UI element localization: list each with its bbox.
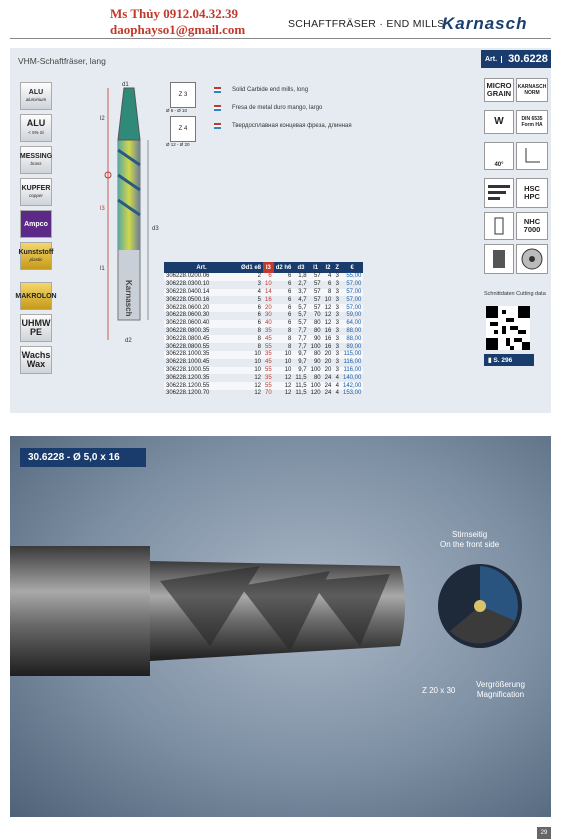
table-row	[164, 281, 363, 289]
table-row	[164, 374, 363, 382]
table-cell: 306228.1200.70	[166, 390, 210, 397]
table-cell: 12	[254, 374, 262, 381]
table-cell: 4	[327, 273, 332, 280]
table-cell: 306228.1200.55	[166, 382, 210, 389]
table-cell: 24	[324, 374, 332, 381]
table-cell: 3	[257, 281, 262, 288]
cutting-data-page-link[interactable]	[484, 354, 534, 366]
col-l3: l3	[263, 262, 274, 273]
table-row	[164, 273, 363, 281]
table-cell: 6	[288, 288, 292, 295]
table-cell: 55	[265, 343, 272, 350]
table-cell: 3	[335, 351, 339, 358]
l2-mark: l2	[100, 116, 105, 122]
desc-ru: Твердосплавная концевая фреза, длинная	[232, 123, 352, 129]
table-cell: 59,00	[346, 312, 362, 319]
table-cell: 6	[257, 320, 262, 327]
table-row	[164, 312, 363, 320]
table-cell: 5,7	[298, 320, 307, 327]
table-cell: 6	[257, 312, 262, 319]
zoom-label: Z 20 x 30	[422, 686, 456, 695]
hsc-hpc-badge: HSC HPC	[516, 178, 548, 208]
table-cell: 57,00	[346, 281, 362, 288]
table-cell: 120	[310, 390, 321, 397]
table-cell: 12	[284, 382, 292, 389]
table-cell: 8	[288, 335, 292, 342]
material-ampco: Ampco	[20, 210, 52, 238]
material-kupfer: KUPFER copper	[20, 178, 52, 206]
col-d3: d3	[293, 262, 308, 273]
table-cell: 3	[335, 320, 339, 327]
table-cell: 40	[265, 320, 272, 327]
table-cell: 11,5	[295, 374, 307, 381]
table-cell: 3	[335, 359, 339, 366]
table-cell: 55	[265, 382, 272, 389]
table-cell: 30	[265, 312, 272, 319]
material-makrolon: MAKROLON	[20, 282, 52, 310]
table-cell: 10	[265, 281, 272, 288]
z4-range: Ø 12 - Ø 20	[166, 142, 190, 147]
table-cell: 6	[288, 320, 292, 327]
table-cell: 12	[254, 390, 262, 397]
table-cell: 35	[265, 327, 272, 334]
table-cell: 12	[324, 304, 332, 311]
table-cell: 100	[310, 382, 321, 389]
table-cell: 3	[335, 304, 339, 311]
table-cell: 70	[265, 390, 272, 397]
table-cell: 24	[324, 390, 332, 397]
front-face-photo	[435, 561, 525, 651]
table-cell: 5,7	[298, 304, 307, 311]
table-cell: 80	[313, 327, 321, 334]
table-cell: 64,00	[346, 320, 362, 327]
table-cell: 88,00	[346, 335, 362, 342]
table-cell: 306228.0200.06	[166, 273, 210, 280]
table-cell: 16	[324, 343, 332, 350]
table-cell: 3	[335, 335, 339, 342]
table-cell: 4,7	[298, 296, 307, 303]
material-alu-si: ALU < 5% Si	[20, 114, 52, 142]
table-cell: 3	[335, 288, 339, 295]
table-cell: 5	[257, 296, 262, 303]
table-cell: 2,7	[298, 281, 307, 288]
micro-grain-badge: MICRO GRAIN	[484, 78, 514, 102]
table-cell: 8	[327, 288, 332, 295]
col-z: Z	[333, 262, 341, 273]
table-cell: 3	[335, 273, 339, 280]
table-cell: 140,00	[342, 374, 362, 381]
l1-mark: l1	[100, 266, 105, 272]
table-cell: 153,00	[342, 390, 362, 397]
table-row	[164, 367, 363, 375]
table-cell: 6	[288, 312, 292, 319]
contact-info	[110, 6, 245, 38]
table-cell: 3	[335, 296, 339, 303]
material-uhmw-pe: UHMW PE	[20, 314, 52, 342]
col-art: Art.	[164, 262, 239, 273]
table-cell: 6	[288, 273, 292, 280]
flag-es-icon	[214, 105, 221, 111]
d3-mark: d3	[152, 226, 159, 232]
table-cell: 57,00	[346, 304, 362, 311]
material-messing: MESSING brass	[20, 146, 52, 174]
book-icon: ▮	[488, 357, 494, 364]
table-cell: 306228.0800.35	[166, 327, 210, 334]
table-cell: 12	[324, 312, 332, 319]
table-cell: 7,7	[298, 327, 307, 334]
table-cell: 12	[284, 374, 292, 381]
table-row	[164, 304, 363, 312]
table-row	[164, 382, 363, 390]
table-cell: 45	[265, 359, 272, 366]
table-cell: 3,7	[298, 288, 307, 295]
table-cell: 3	[335, 281, 339, 288]
col-l2: l2	[323, 262, 334, 273]
table-cell: 306228.0800.55	[166, 343, 210, 350]
nhc-badge: NHC 7000	[516, 212, 548, 240]
coolant-icon	[484, 212, 514, 240]
contact-name-phone: Ms Thủy 0912.04.32.39	[110, 6, 238, 21]
table-cell: 8	[257, 327, 262, 334]
contact-email[interactable]: daophayso1@gmail.com	[110, 22, 246, 37]
d2-mark: d2	[125, 338, 132, 344]
product-photo	[10, 436, 551, 817]
table-cell: 306228.0500.16	[166, 296, 210, 303]
table-cell: 10	[284, 359, 292, 366]
table-cell: 11,5	[295, 390, 307, 397]
table-cell: 57	[313, 304, 321, 311]
table-row	[164, 390, 363, 398]
product-subtitle: VHM-Schaftfräser, lang	[18, 56, 106, 66]
table-cell: 20	[324, 351, 332, 358]
table-cell: 306228.0600.40	[166, 320, 210, 327]
table-cell: 306228.1000.35	[166, 351, 210, 358]
table-cell: 12	[254, 382, 262, 389]
desc-en: Solid Carbide end mills, long	[232, 87, 309, 93]
table-cell: 8	[288, 327, 292, 334]
table-cell: 35	[265, 351, 272, 358]
brand-on-shank: Karnasch	[124, 280, 133, 317]
table-cell: 57	[313, 281, 321, 288]
brand-logo: Karnasch	[442, 14, 528, 33]
table-cell: 3	[335, 343, 339, 350]
table-cell: 20	[324, 359, 332, 366]
table-cell: 4	[257, 288, 262, 295]
tool-profile-icon	[484, 244, 514, 274]
desc-es: Fresa de metal duro mango, largo	[232, 105, 323, 111]
table-cell: 80	[313, 351, 321, 358]
table-cell: 20	[324, 366, 332, 373]
table-cell: 306228.0800.45	[166, 335, 210, 342]
table-cell: 306228.0300.10	[166, 281, 210, 288]
table-cell: 57	[313, 273, 321, 280]
table-cell: 6	[288, 304, 292, 311]
table-cell: 45	[265, 335, 272, 342]
table-cell: 16	[265, 296, 272, 303]
article-badge	[481, 50, 551, 68]
table-cell: 9,7	[298, 366, 307, 373]
table-row	[164, 296, 363, 304]
table-row	[164, 351, 363, 359]
material-kunststoff: Kunststoff plastic	[20, 242, 52, 270]
article-label: Art.	[481, 56, 502, 63]
table-cell: 115,00	[343, 351, 362, 358]
table-cell: 89,00	[346, 343, 362, 350]
table-cell: 10	[254, 351, 262, 358]
table-cell: 306228.1000.55	[166, 366, 210, 373]
material-alu: ALU aluminium	[20, 82, 52, 110]
table-cell: 6	[268, 273, 272, 280]
table-cell: 16	[324, 335, 332, 342]
table-row	[164, 289, 363, 297]
din-badge: DIN 6535 Form HA	[516, 110, 548, 134]
table-cell: 10	[284, 351, 292, 358]
table-cell: 57	[313, 296, 321, 303]
col-d1: Ød1 e8	[239, 262, 263, 273]
table-cell: 2	[257, 273, 262, 280]
table-cell: 57,00	[346, 288, 362, 295]
page-number: 29	[537, 827, 551, 839]
table-cell: 116,00	[343, 366, 362, 373]
table-cell: 7,7	[298, 343, 307, 350]
z3-flute-icon: Z 3	[170, 82, 196, 108]
material-wax: Wachs Wax	[20, 346, 52, 374]
corner-icon	[516, 142, 548, 170]
table-cell: 100	[310, 366, 321, 373]
spec-table	[164, 262, 363, 398]
table-cell: 306228.0600.20	[166, 304, 210, 311]
z4-flute-icon: Z 4	[170, 116, 196, 142]
table-row	[164, 335, 363, 343]
table-cell: 14	[265, 288, 272, 295]
photo-title: 30.6228 - Ø 5,0 x 16	[20, 448, 146, 467]
flag-en-icon	[214, 87, 221, 93]
table-cell: 306228.0600.30	[166, 312, 210, 319]
product-panel	[10, 48, 551, 413]
end-mill-photo	[10, 526, 440, 696]
table-cell: 90	[313, 359, 321, 366]
table-cell: 24	[324, 382, 332, 389]
table-cell: 80	[313, 320, 321, 327]
table-cell: 10	[254, 366, 262, 373]
square-corner-icon	[522, 146, 542, 166]
page-ref: S. 296	[493, 356, 513, 364]
table-cell: 6	[257, 304, 262, 311]
article-number: 30.6228	[508, 53, 548, 65]
table-cell: 55,00	[346, 273, 362, 280]
table-cell: 88,00	[346, 327, 362, 334]
table-cell: 10	[284, 366, 292, 373]
table-cell: 4	[335, 382, 339, 389]
table-cell: 4	[335, 390, 339, 397]
table-cell: 57	[313, 288, 321, 295]
cutting-data-label: Schnittdaten Cutting data	[484, 291, 546, 297]
cross-section-icon	[516, 244, 548, 274]
table-cell: 5,7	[298, 312, 307, 319]
table-cell: 116,00	[343, 359, 362, 366]
table-cell: 3	[335, 366, 339, 373]
table-cell: 306228.0400.14	[166, 288, 210, 295]
table-cell: 10	[324, 296, 332, 303]
table-cell: 3	[335, 327, 339, 334]
table-cell: 6	[327, 281, 332, 288]
helix-angle-icon: 40°	[484, 142, 514, 170]
table-row	[164, 359, 363, 367]
table-cell: 306228.1000.45	[166, 359, 210, 366]
table-cell: 7,7	[298, 335, 307, 342]
weldon-w-badge: W	[484, 110, 514, 134]
category-title: SCHAFTFRÄSER · END MILLS	[288, 18, 445, 30]
table-cell: 8	[257, 335, 262, 342]
table-cell: 35	[265, 374, 272, 381]
front-label: Stirnseitig On the front side	[440, 530, 500, 549]
header-divider	[10, 38, 551, 39]
flute-length-icon	[484, 178, 514, 208]
d1-mark: d1	[122, 82, 129, 88]
table-cell: 3	[335, 312, 339, 319]
table-row	[164, 328, 363, 336]
qr-code-icon[interactable]	[486, 306, 530, 350]
table-cell: 6	[288, 281, 292, 288]
table-cell: 9,7	[298, 359, 307, 366]
table-cell: 11,5	[295, 382, 307, 389]
col-price: €	[341, 262, 363, 273]
table-row	[164, 343, 363, 351]
table-cell: 12	[324, 320, 332, 327]
table-cell: 6	[288, 296, 292, 303]
table-cell: 9,7	[298, 351, 307, 358]
table-cell: 306228.1200.35	[166, 374, 210, 381]
flag-ru-icon	[214, 123, 221, 129]
table-cell: 100	[310, 343, 321, 350]
table-cell: 57,00	[346, 296, 362, 303]
table-cell: 1,8	[298, 273, 307, 280]
table-cell: 12	[284, 390, 292, 397]
table-cell: 142,00	[342, 382, 362, 389]
table-cell: 90	[313, 335, 321, 342]
karnasch-norm-badge: KARNASCH NORM	[516, 78, 548, 102]
table-cell: 8	[288, 343, 292, 350]
table-cell: 8	[257, 343, 262, 350]
table-cell: 10	[254, 359, 262, 366]
table-row	[164, 320, 363, 328]
magnification-label: Vergrößerung Magnification	[476, 680, 525, 699]
col-d2: d2 h6	[274, 262, 294, 273]
table-cell: 20	[265, 304, 272, 311]
l3-mark: l3	[100, 206, 105, 212]
col-l1: l1	[309, 262, 323, 273]
table-cell: 70	[313, 312, 321, 319]
table-cell: 16	[324, 327, 332, 334]
z3-range: Ø 6 - Ø 10	[166, 108, 188, 113]
table-cell: 55	[265, 366, 272, 373]
table-cell: 80	[313, 374, 321, 381]
table-cell: 4	[335, 374, 339, 381]
